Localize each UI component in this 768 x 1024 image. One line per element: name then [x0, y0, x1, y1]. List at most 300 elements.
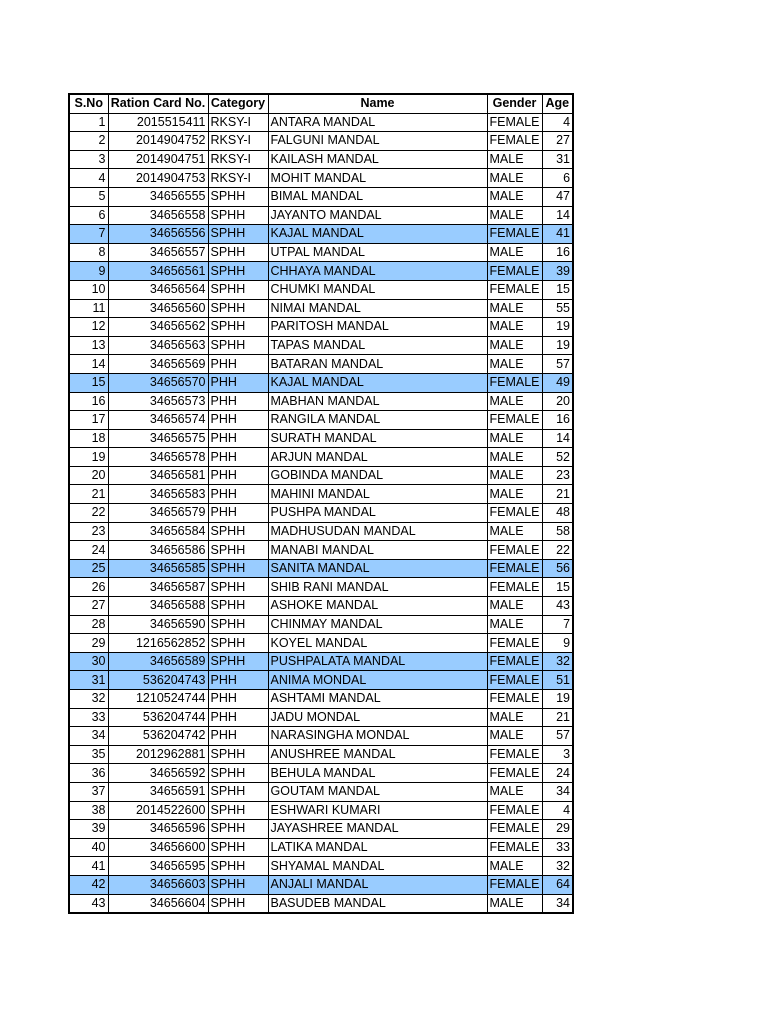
cell-name: ARJUN MANDAL: [268, 448, 487, 467]
table-row: [69, 559, 573, 578]
cell-age: 41: [542, 225, 573, 244]
table-body: [69, 113, 573, 913]
cell-sno: 21: [69, 485, 108, 504]
table-row: [69, 373, 573, 392]
cell-age: 16: [542, 243, 573, 262]
cell-ration-card-no: 34656600: [108, 838, 208, 857]
cell-gender: MALE: [487, 429, 542, 448]
cell-category: SPHH: [208, 187, 268, 206]
cell-gender: MALE: [487, 782, 542, 801]
cell-category: RKSY-I: [208, 113, 268, 132]
cell-age: 56: [542, 559, 573, 578]
cell-age: 33: [542, 838, 573, 857]
cell-gender: FEMALE: [487, 652, 542, 671]
cell-sno: 17: [69, 411, 108, 430]
cell-gender: FEMALE: [487, 875, 542, 894]
table-row: [69, 801, 573, 820]
table-row: [69, 541, 573, 560]
cell-sno: 19: [69, 448, 108, 467]
cell-gender: FEMALE: [487, 504, 542, 523]
cell-category: SPHH: [208, 597, 268, 616]
table-row: [69, 187, 573, 206]
cell-ration-card-no: 1210524744: [108, 690, 208, 709]
cell-age: 19: [542, 318, 573, 337]
cell-age: 32: [542, 857, 573, 876]
cell-category: PHH: [208, 727, 268, 746]
cell-age: 51: [542, 671, 573, 690]
cell-age: 14: [542, 429, 573, 448]
cell-category: SPHH: [208, 225, 268, 244]
cell-category: PHH: [208, 466, 268, 485]
cell-ration-card-no: 34656604: [108, 894, 208, 913]
cell-name: MAHINI MANDAL: [268, 485, 487, 504]
cell-gender: MALE: [487, 187, 542, 206]
cell-name: CHINMAY MANDAL: [268, 615, 487, 634]
cell-category: SPHH: [208, 206, 268, 225]
cell-sno: 4: [69, 169, 108, 188]
table-row: [69, 448, 573, 467]
cell-ration-card-no: 34656560: [108, 299, 208, 318]
cell-name: SURATH MANDAL: [268, 429, 487, 448]
cell-name: JAYANTO MANDAL: [268, 206, 487, 225]
cell-gender: MALE: [487, 466, 542, 485]
cell-name: BATARAN MANDAL: [268, 355, 487, 374]
cell-ration-card-no: 1216562852: [108, 634, 208, 653]
cell-ration-card-no: 34656575: [108, 429, 208, 448]
table-row: [69, 838, 573, 857]
table-row: [69, 820, 573, 839]
cell-category: SPHH: [208, 243, 268, 262]
cell-sno: 25: [69, 559, 108, 578]
cell-category: SPHH: [208, 857, 268, 876]
cell-name: ANIMA MONDAL: [268, 671, 487, 690]
table-header-row: [69, 94, 573, 113]
table-row: [69, 745, 573, 764]
table-row: [69, 336, 573, 355]
cell-age: 47: [542, 187, 573, 206]
cell-sno: 5: [69, 187, 108, 206]
cell-age: 57: [542, 727, 573, 746]
cell-category: PHH: [208, 392, 268, 411]
cell-gender: FEMALE: [487, 745, 542, 764]
table-row: [69, 280, 573, 299]
cell-age: 32: [542, 652, 573, 671]
cell-name: CHHAYA MANDAL: [268, 262, 487, 281]
cell-ration-card-no: 34656557: [108, 243, 208, 262]
cell-age: 3: [542, 745, 573, 764]
table-row: [69, 857, 573, 876]
cell-category: SPHH: [208, 801, 268, 820]
cell-category: SPHH: [208, 559, 268, 578]
cell-name: MOHIT MANDAL: [268, 169, 487, 188]
cell-gender: MALE: [487, 150, 542, 169]
cell-gender: FEMALE: [487, 411, 542, 430]
cell-name: SHIB RANI MANDAL: [268, 578, 487, 597]
cell-name: TAPAS MANDAL: [268, 336, 487, 355]
table-row: [69, 782, 573, 801]
header-gender: Gender: [487, 94, 542, 113]
cell-name: PUSHPA MANDAL: [268, 504, 487, 523]
cell-ration-card-no: 34656562: [108, 318, 208, 337]
cell-category: SPHH: [208, 652, 268, 671]
cell-age: 58: [542, 522, 573, 541]
cell-category: PHH: [208, 448, 268, 467]
cell-ration-card-no: 34656596: [108, 820, 208, 839]
header-category: Category: [208, 94, 268, 113]
cell-sno: 8: [69, 243, 108, 262]
table-row: [69, 634, 573, 653]
cell-age: 15: [542, 280, 573, 299]
cell-sno: 10: [69, 280, 108, 299]
ration-card-table: [68, 93, 574, 914]
cell-age: 15: [542, 578, 573, 597]
cell-ration-card-no: 536204744: [108, 708, 208, 727]
cell-gender: MALE: [487, 448, 542, 467]
cell-name: PARITOSH MANDAL: [268, 318, 487, 337]
cell-age: 43: [542, 597, 573, 616]
cell-ration-card-no: 34656586: [108, 541, 208, 560]
cell-gender: FEMALE: [487, 113, 542, 132]
table-row: [69, 522, 573, 541]
cell-age: 9: [542, 634, 573, 653]
cell-sno: 14: [69, 355, 108, 374]
cell-name: PUSHPALATA MANDAL: [268, 652, 487, 671]
cell-gender: MALE: [487, 336, 542, 355]
cell-category: SPHH: [208, 820, 268, 839]
table-row: [69, 132, 573, 151]
cell-name: BIMAL MANDAL: [268, 187, 487, 206]
cell-ration-card-no: 34656588: [108, 597, 208, 616]
cell-ration-card-no: 34656556: [108, 225, 208, 244]
header-ration-card-no: Ration Card No.: [108, 94, 208, 113]
cell-gender: FEMALE: [487, 132, 542, 151]
cell-category: PHH: [208, 373, 268, 392]
header-name: Name: [268, 94, 487, 113]
table-row: [69, 318, 573, 337]
cell-name: FALGUNI MANDAL: [268, 132, 487, 151]
table-row: [69, 875, 573, 894]
cell-category: PHH: [208, 429, 268, 448]
cell-sno: 39: [69, 820, 108, 839]
cell-ration-card-no: 2014522600: [108, 801, 208, 820]
table-row: [69, 150, 573, 169]
cell-sno: 37: [69, 782, 108, 801]
cell-ration-card-no: 34656595: [108, 857, 208, 876]
cell-ration-card-no: 34656574: [108, 411, 208, 430]
cell-gender: MALE: [487, 727, 542, 746]
cell-gender: FEMALE: [487, 820, 542, 839]
cell-gender: MALE: [487, 708, 542, 727]
cell-gender: MALE: [487, 206, 542, 225]
cell-ration-card-no: 34656570: [108, 373, 208, 392]
cell-name: ANUSHREE MANDAL: [268, 745, 487, 764]
cell-name: SHYAMAL MANDAL: [268, 857, 487, 876]
cell-sno: 27: [69, 597, 108, 616]
cell-age: 6: [542, 169, 573, 188]
cell-name: MABHAN MANDAL: [268, 392, 487, 411]
table-row: [69, 764, 573, 783]
cell-gender: FEMALE: [487, 764, 542, 783]
cell-sno: 35: [69, 745, 108, 764]
cell-age: 21: [542, 485, 573, 504]
cell-gender: MALE: [487, 597, 542, 616]
cell-gender: MALE: [487, 355, 542, 374]
cell-gender: FEMALE: [487, 578, 542, 597]
cell-ration-card-no: 34656591: [108, 782, 208, 801]
cell-gender: MALE: [487, 522, 542, 541]
table-row: [69, 355, 573, 374]
cell-category: SPHH: [208, 838, 268, 857]
cell-age: 31: [542, 150, 573, 169]
cell-category: SPHH: [208, 634, 268, 653]
table-row: [69, 206, 573, 225]
cell-ration-card-no: 34656558: [108, 206, 208, 225]
table-row: [69, 578, 573, 597]
cell-gender: MALE: [487, 243, 542, 262]
cell-ration-card-no: 34656592: [108, 764, 208, 783]
cell-sno: 32: [69, 690, 108, 709]
cell-name: JADU MONDAL: [268, 708, 487, 727]
table-row: [69, 466, 573, 485]
cell-ration-card-no: 34656590: [108, 615, 208, 634]
cell-name: NARASINGHA MONDAL: [268, 727, 487, 746]
cell-category: RKSY-I: [208, 169, 268, 188]
cell-ration-card-no: 34656564: [108, 280, 208, 299]
cell-gender: MALE: [487, 615, 542, 634]
cell-sno: 6: [69, 206, 108, 225]
cell-age: 16: [542, 411, 573, 430]
cell-category: SPHH: [208, 782, 268, 801]
cell-age: 34: [542, 782, 573, 801]
cell-sno: 3: [69, 150, 108, 169]
cell-gender: FEMALE: [487, 559, 542, 578]
header-age: Age: [542, 94, 573, 113]
header-sno: S.No: [69, 94, 108, 113]
cell-age: 52: [542, 448, 573, 467]
cell-ration-card-no: 2012962881: [108, 745, 208, 764]
cell-gender: FEMALE: [487, 373, 542, 392]
cell-ration-card-no: 34656569: [108, 355, 208, 374]
cell-name: KAILASH MANDAL: [268, 150, 487, 169]
cell-age: 21: [542, 708, 573, 727]
table-row: [69, 894, 573, 913]
cell-age: 34: [542, 894, 573, 913]
cell-category: SPHH: [208, 764, 268, 783]
cell-name: GOUTAM MANDAL: [268, 782, 487, 801]
cell-sno: 38: [69, 801, 108, 820]
cell-sno: 43: [69, 894, 108, 913]
table-row: [69, 392, 573, 411]
cell-sno: 40: [69, 838, 108, 857]
cell-gender: MALE: [487, 392, 542, 411]
table-row: [69, 597, 573, 616]
cell-gender: FEMALE: [487, 838, 542, 857]
cell-sno: 22: [69, 504, 108, 523]
cell-sno: 36: [69, 764, 108, 783]
cell-category: SPHH: [208, 280, 268, 299]
cell-category: PHH: [208, 485, 268, 504]
cell-age: 24: [542, 764, 573, 783]
cell-name: NIMAI MANDAL: [268, 299, 487, 318]
cell-age: 20: [542, 392, 573, 411]
cell-gender: MALE: [487, 485, 542, 504]
cell-ration-card-no: 34656578: [108, 448, 208, 467]
cell-sno: 31: [69, 671, 108, 690]
table-row: [69, 299, 573, 318]
table-row: [69, 485, 573, 504]
cell-age: 23: [542, 466, 573, 485]
cell-sno: 7: [69, 225, 108, 244]
cell-sno: 15: [69, 373, 108, 392]
cell-ration-card-no: 34656579: [108, 504, 208, 523]
table-row: [69, 225, 573, 244]
cell-name: JAYASHREE MANDAL: [268, 820, 487, 839]
cell-age: 27: [542, 132, 573, 151]
cell-gender: FEMALE: [487, 801, 542, 820]
cell-sno: 2: [69, 132, 108, 151]
cell-name: ANTARA MANDAL: [268, 113, 487, 132]
cell-gender: FEMALE: [487, 262, 542, 281]
cell-name: UTPAL MANDAL: [268, 243, 487, 262]
cell-gender: MALE: [487, 299, 542, 318]
cell-age: 49: [542, 373, 573, 392]
cell-category: PHH: [208, 708, 268, 727]
cell-name: BASUDEB MANDAL: [268, 894, 487, 913]
cell-name: CHUMKI MANDAL: [268, 280, 487, 299]
cell-category: PHH: [208, 671, 268, 690]
table-row: [69, 429, 573, 448]
cell-sno: 26: [69, 578, 108, 597]
cell-ration-card-no: 34656573: [108, 392, 208, 411]
cell-age: 57: [542, 355, 573, 374]
cell-sno: 28: [69, 615, 108, 634]
cell-sno: 20: [69, 466, 108, 485]
table-row: [69, 169, 573, 188]
cell-age: 19: [542, 336, 573, 355]
cell-ration-card-no: 34656555: [108, 187, 208, 206]
cell-ration-card-no: 34656603: [108, 875, 208, 894]
cell-gender: FEMALE: [487, 671, 542, 690]
cell-sno: 23: [69, 522, 108, 541]
cell-category: SPHH: [208, 318, 268, 337]
table-row: [69, 652, 573, 671]
cell-ration-card-no: 536204742: [108, 727, 208, 746]
table-row: [69, 690, 573, 709]
cell-sno: 18: [69, 429, 108, 448]
cell-sno: 34: [69, 727, 108, 746]
cell-name: MADHUSUDAN MANDAL: [268, 522, 487, 541]
cell-category: SPHH: [208, 262, 268, 281]
cell-ration-card-no: 34656587: [108, 578, 208, 597]
cell-category: SPHH: [208, 578, 268, 597]
cell-sno: 33: [69, 708, 108, 727]
cell-gender: MALE: [487, 894, 542, 913]
cell-name: LATIKA MANDAL: [268, 838, 487, 857]
cell-category: SPHH: [208, 894, 268, 913]
cell-sno: 41: [69, 857, 108, 876]
cell-sno: 42: [69, 875, 108, 894]
cell-sno: 1: [69, 113, 108, 132]
table-row: [69, 727, 573, 746]
cell-age: 48: [542, 504, 573, 523]
cell-category: SPHH: [208, 745, 268, 764]
table-row: [69, 113, 573, 132]
cell-gender: FEMALE: [487, 541, 542, 560]
cell-age: 55: [542, 299, 573, 318]
cell-ration-card-no: 34656584: [108, 522, 208, 541]
cell-category: PHH: [208, 355, 268, 374]
cell-name: ANJALI MANDAL: [268, 875, 487, 894]
cell-sno: 13: [69, 336, 108, 355]
table-row: [69, 411, 573, 430]
cell-age: 7: [542, 615, 573, 634]
cell-category: SPHH: [208, 541, 268, 560]
cell-age: 4: [542, 113, 573, 132]
cell-ration-card-no: 2014904753: [108, 169, 208, 188]
cell-ration-card-no: 2014904751: [108, 150, 208, 169]
cell-age: 22: [542, 541, 573, 560]
cell-sno: 12: [69, 318, 108, 337]
cell-gender: MALE: [487, 318, 542, 337]
cell-ration-card-no: 2015515411: [108, 113, 208, 132]
cell-name: KAJAL MANDAL: [268, 373, 487, 392]
cell-category: SPHH: [208, 336, 268, 355]
cell-name: ASHTAMI MANDAL: [268, 690, 487, 709]
cell-sno: 16: [69, 392, 108, 411]
cell-category: PHH: [208, 411, 268, 430]
cell-gender: MALE: [487, 857, 542, 876]
cell-ration-card-no: 34656581: [108, 466, 208, 485]
table-row: [69, 708, 573, 727]
cell-sno: 24: [69, 541, 108, 560]
cell-gender: MALE: [487, 169, 542, 188]
cell-gender: FEMALE: [487, 225, 542, 244]
cell-category: RKSY-I: [208, 150, 268, 169]
cell-name: KOYEL MANDAL: [268, 634, 487, 653]
cell-category: PHH: [208, 504, 268, 523]
cell-age: 64: [542, 875, 573, 894]
cell-age: 29: [542, 820, 573, 839]
cell-name: GOBINDA MANDAL: [268, 466, 487, 485]
cell-name: RANGILA MANDAL: [268, 411, 487, 430]
cell-name: BEHULA MANDAL: [268, 764, 487, 783]
cell-category: SPHH: [208, 615, 268, 634]
table-row: [69, 504, 573, 523]
cell-ration-card-no: 34656561: [108, 262, 208, 281]
cell-name: KAJAL MANDAL: [268, 225, 487, 244]
cell-ration-card-no: 2014904752: [108, 132, 208, 151]
cell-sno: 9: [69, 262, 108, 281]
cell-category: SPHH: [208, 875, 268, 894]
cell-name: ESHWARI KUMARI: [268, 801, 487, 820]
cell-sno: 30: [69, 652, 108, 671]
table-row: [69, 671, 573, 690]
cell-age: 14: [542, 206, 573, 225]
cell-age: 4: [542, 801, 573, 820]
cell-gender: FEMALE: [487, 634, 542, 653]
cell-gender: FEMALE: [487, 280, 542, 299]
cell-ration-card-no: 34656583: [108, 485, 208, 504]
cell-age: 19: [542, 690, 573, 709]
table-row: [69, 243, 573, 262]
cell-ration-card-no: 34656563: [108, 336, 208, 355]
table-row: [69, 262, 573, 281]
cell-sno: 11: [69, 299, 108, 318]
cell-name: MANABI MANDAL: [268, 541, 487, 560]
cell-ration-card-no: 34656589: [108, 652, 208, 671]
cell-age: 39: [542, 262, 573, 281]
cell-ration-card-no: 536204743: [108, 671, 208, 690]
